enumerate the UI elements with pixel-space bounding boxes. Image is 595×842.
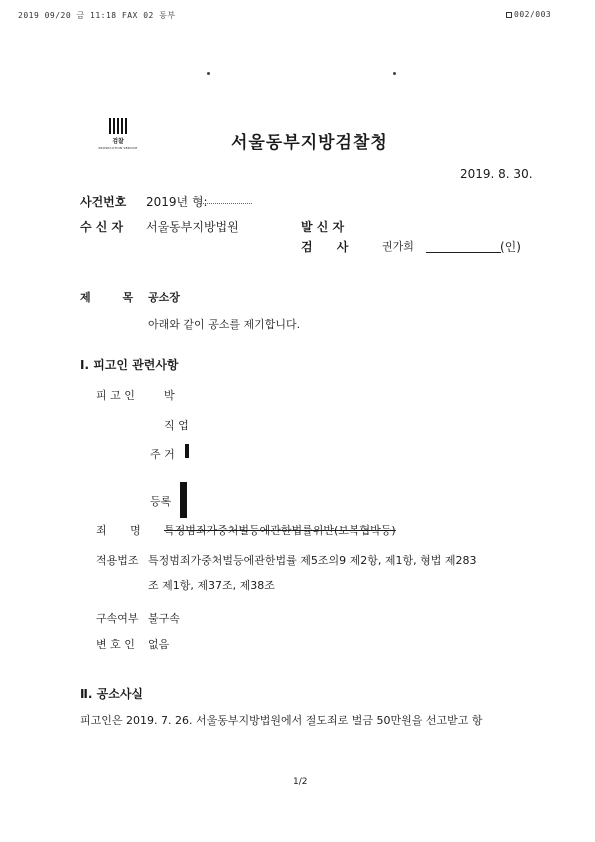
recipient-label: 수 신 자 xyxy=(80,220,124,234)
scan-speck xyxy=(393,72,396,75)
logo-name: 검찰 xyxy=(112,138,124,145)
case-number-redaction xyxy=(200,203,252,204)
document-date: 2019. 8. 30. xyxy=(460,167,533,181)
charge-value: 특정범죄가중처벌등에관한법률위반(보복협박등) xyxy=(164,524,396,537)
case-number-label: 사건번호 xyxy=(80,195,127,209)
section1-heading: Ⅰ. 피고인 관련사항 xyxy=(80,358,179,372)
job-label: 직 업 xyxy=(164,419,189,432)
prosecutor-label: 검 사 xyxy=(301,240,359,254)
recipient-value: 서울동부지방법원 xyxy=(146,220,239,234)
section2-body: 피고인은 2019. 7. 26. 서울동부지방법원에서 절도죄로 벌금 50만원을 선고받고 항 xyxy=(80,714,483,727)
prosecution-emblem-icon xyxy=(96,118,140,134)
fax-page-icon xyxy=(506,12,512,18)
detention-label: 구속여부 xyxy=(96,612,139,625)
defendant-name: 박 xyxy=(164,389,175,402)
lawyer-label: 변 호 인 xyxy=(96,638,135,651)
detention-value: 불구속 xyxy=(148,612,180,625)
address-redaction xyxy=(185,444,189,458)
sender-label: 발 신 자 xyxy=(301,220,345,234)
fax-page-count: 002/003 xyxy=(514,10,552,19)
fax-header-right xyxy=(506,10,551,19)
scan-speck xyxy=(207,72,210,75)
subject-label: 제 목 xyxy=(80,291,148,304)
registry-label: 등록 xyxy=(150,495,172,508)
case-number-value: 2019년 형: xyxy=(146,195,208,209)
defendant-label: 피 고 인 xyxy=(96,389,135,402)
logo-subtitle: PROSECUTION SERVICE xyxy=(98,146,138,150)
fax-header-left: 2019 09/20 금 11:18 FAX 02 동부 xyxy=(18,11,176,20)
seal-mark: (인) xyxy=(500,240,521,254)
charge-label: 죄 명 xyxy=(96,524,151,537)
law-value-line1: 특정범죄가중처벌등에관한법률 제5조의9 제2항, 제1항, 형법 제283 xyxy=(148,554,477,567)
law-value-line2: 조 제1항, 제37조, 제38조 xyxy=(148,579,275,592)
intro-text: 아래와 같이 공소를 제기합니다. xyxy=(148,318,301,331)
prosecution-logo xyxy=(96,118,140,150)
address-label: 주 거 xyxy=(150,448,175,461)
signature-line xyxy=(426,252,501,253)
lawyer-value: 없음 xyxy=(148,638,170,651)
law-label: 적용법조 xyxy=(96,554,139,567)
subject-value: 공소장 xyxy=(148,291,180,304)
page-number: 1/2 xyxy=(293,777,308,787)
agency-title: 서울동부지방검찰청 xyxy=(231,133,388,153)
registry-redaction xyxy=(180,482,187,518)
prosecutor-name: 권가희 xyxy=(382,240,414,253)
section2-heading: Ⅱ. 공소사실 xyxy=(80,687,144,701)
